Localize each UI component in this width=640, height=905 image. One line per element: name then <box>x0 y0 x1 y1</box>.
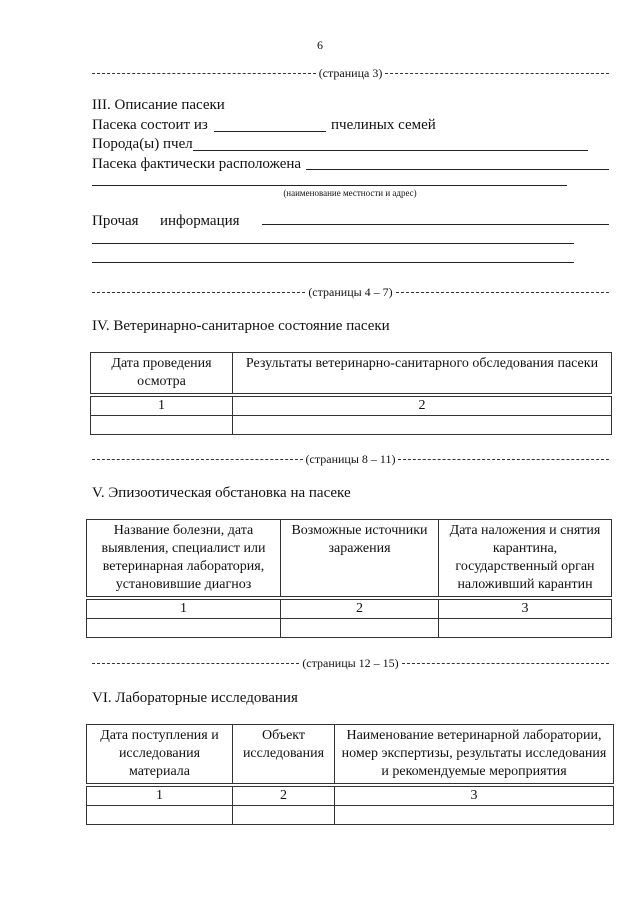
page-separator <box>92 66 609 80</box>
separator-label: (страницы 4 – 7) <box>308 284 393 299</box>
column-number: 3 <box>439 600 612 619</box>
table-header-cell: Дата наложения и снятия карантина, государственный орган наложивший карантин <box>439 520 612 597</box>
table-cell[interactable] <box>91 416 233 435</box>
table-header-cell: Название болезни, дата выявления, специалист или ветеринарная лаборатория, установившие диагноз <box>87 520 281 597</box>
other-info-field[interactable] <box>262 224 609 225</box>
table-row <box>91 416 612 435</box>
table-header-cell: Возможные источники заражения <box>281 520 439 597</box>
table-cell[interactable] <box>281 619 439 638</box>
column-number: 3 <box>335 787 614 806</box>
hive-count-field[interactable] <box>214 131 326 132</box>
column-number: 2 <box>281 600 439 619</box>
section-5-title: V. Эпизоотическая обстановка на пасеке <box>92 485 351 501</box>
section-6-title: VI. Лабораторные исследования <box>92 690 298 706</box>
hive-count-suffix: пчелиных семей <box>331 117 436 133</box>
table-header-cell: Дата проведения осмотра <box>91 353 233 394</box>
column-number: 2 <box>233 397 612 416</box>
table-row <box>87 806 614 825</box>
location-field[interactable] <box>306 169 609 170</box>
vet-sanitary-table <box>90 352 612 435</box>
page-separator <box>92 656 609 670</box>
table-cell[interactable] <box>233 416 612 435</box>
lab-tests-table <box>86 724 614 825</box>
other-info-label-2: информация <box>160 213 240 229</box>
location-field-line2[interactable] <box>92 185 567 186</box>
table-cell[interactable] <box>87 619 281 638</box>
table-header-cell: Наименование ветеринарной лаборатории, номер экспертизы, результаты исследования и рекомендуемые мероприятия <box>335 725 614 784</box>
separator-label: (страницы 8 – 11) <box>305 451 396 466</box>
page-number: 6 <box>317 38 323 52</box>
hive-count-label: Пасека состоит из <box>92 117 208 133</box>
other-info-label-1: Прочая <box>92 213 139 229</box>
column-number: 2 <box>233 787 335 806</box>
table-cell[interactable] <box>87 806 233 825</box>
table-header-row <box>87 725 614 784</box>
table-header-cell: Объект исследования <box>233 725 335 784</box>
separator-label: (страницы 12 – 15) <box>302 655 399 670</box>
table-cell[interactable] <box>439 619 612 638</box>
column-number: 1 <box>87 787 233 806</box>
column-number: 1 <box>91 397 233 416</box>
table-header-row <box>91 353 612 394</box>
page-separator <box>92 452 609 466</box>
epizootic-table <box>86 519 612 638</box>
table-cell[interactable] <box>335 806 614 825</box>
table-number-row <box>87 787 614 806</box>
table-cell[interactable] <box>233 806 335 825</box>
other-info-field-line2[interactable] <box>92 243 574 244</box>
column-number: 1 <box>87 600 281 619</box>
section-4-title: IV. Ветеринарно-санитарное состояние пасеки <box>92 318 390 334</box>
table-number-row <box>87 600 612 619</box>
bee-breed-label: Порода(ы) пчел <box>92 136 193 152</box>
table-header-cell: Результаты ветеринарно-санитарного обследования пасеки <box>233 353 612 394</box>
location-label: Пасека фактически расположена <box>92 156 302 172</box>
table-header-cell: Дата поступления и исследования материала <box>87 725 233 784</box>
other-info-field-line3[interactable] <box>92 262 574 263</box>
page-separator <box>92 285 609 299</box>
section-3-title: III. Описание пасеки <box>92 97 225 113</box>
table-row <box>87 619 612 638</box>
bee-breed-field[interactable] <box>193 150 588 151</box>
separator-label: (страница 3) <box>318 65 383 80</box>
location-caption: (наименование местности и адрес) <box>283 188 417 198</box>
table-number-row <box>91 397 612 416</box>
table-header-row <box>87 520 612 597</box>
